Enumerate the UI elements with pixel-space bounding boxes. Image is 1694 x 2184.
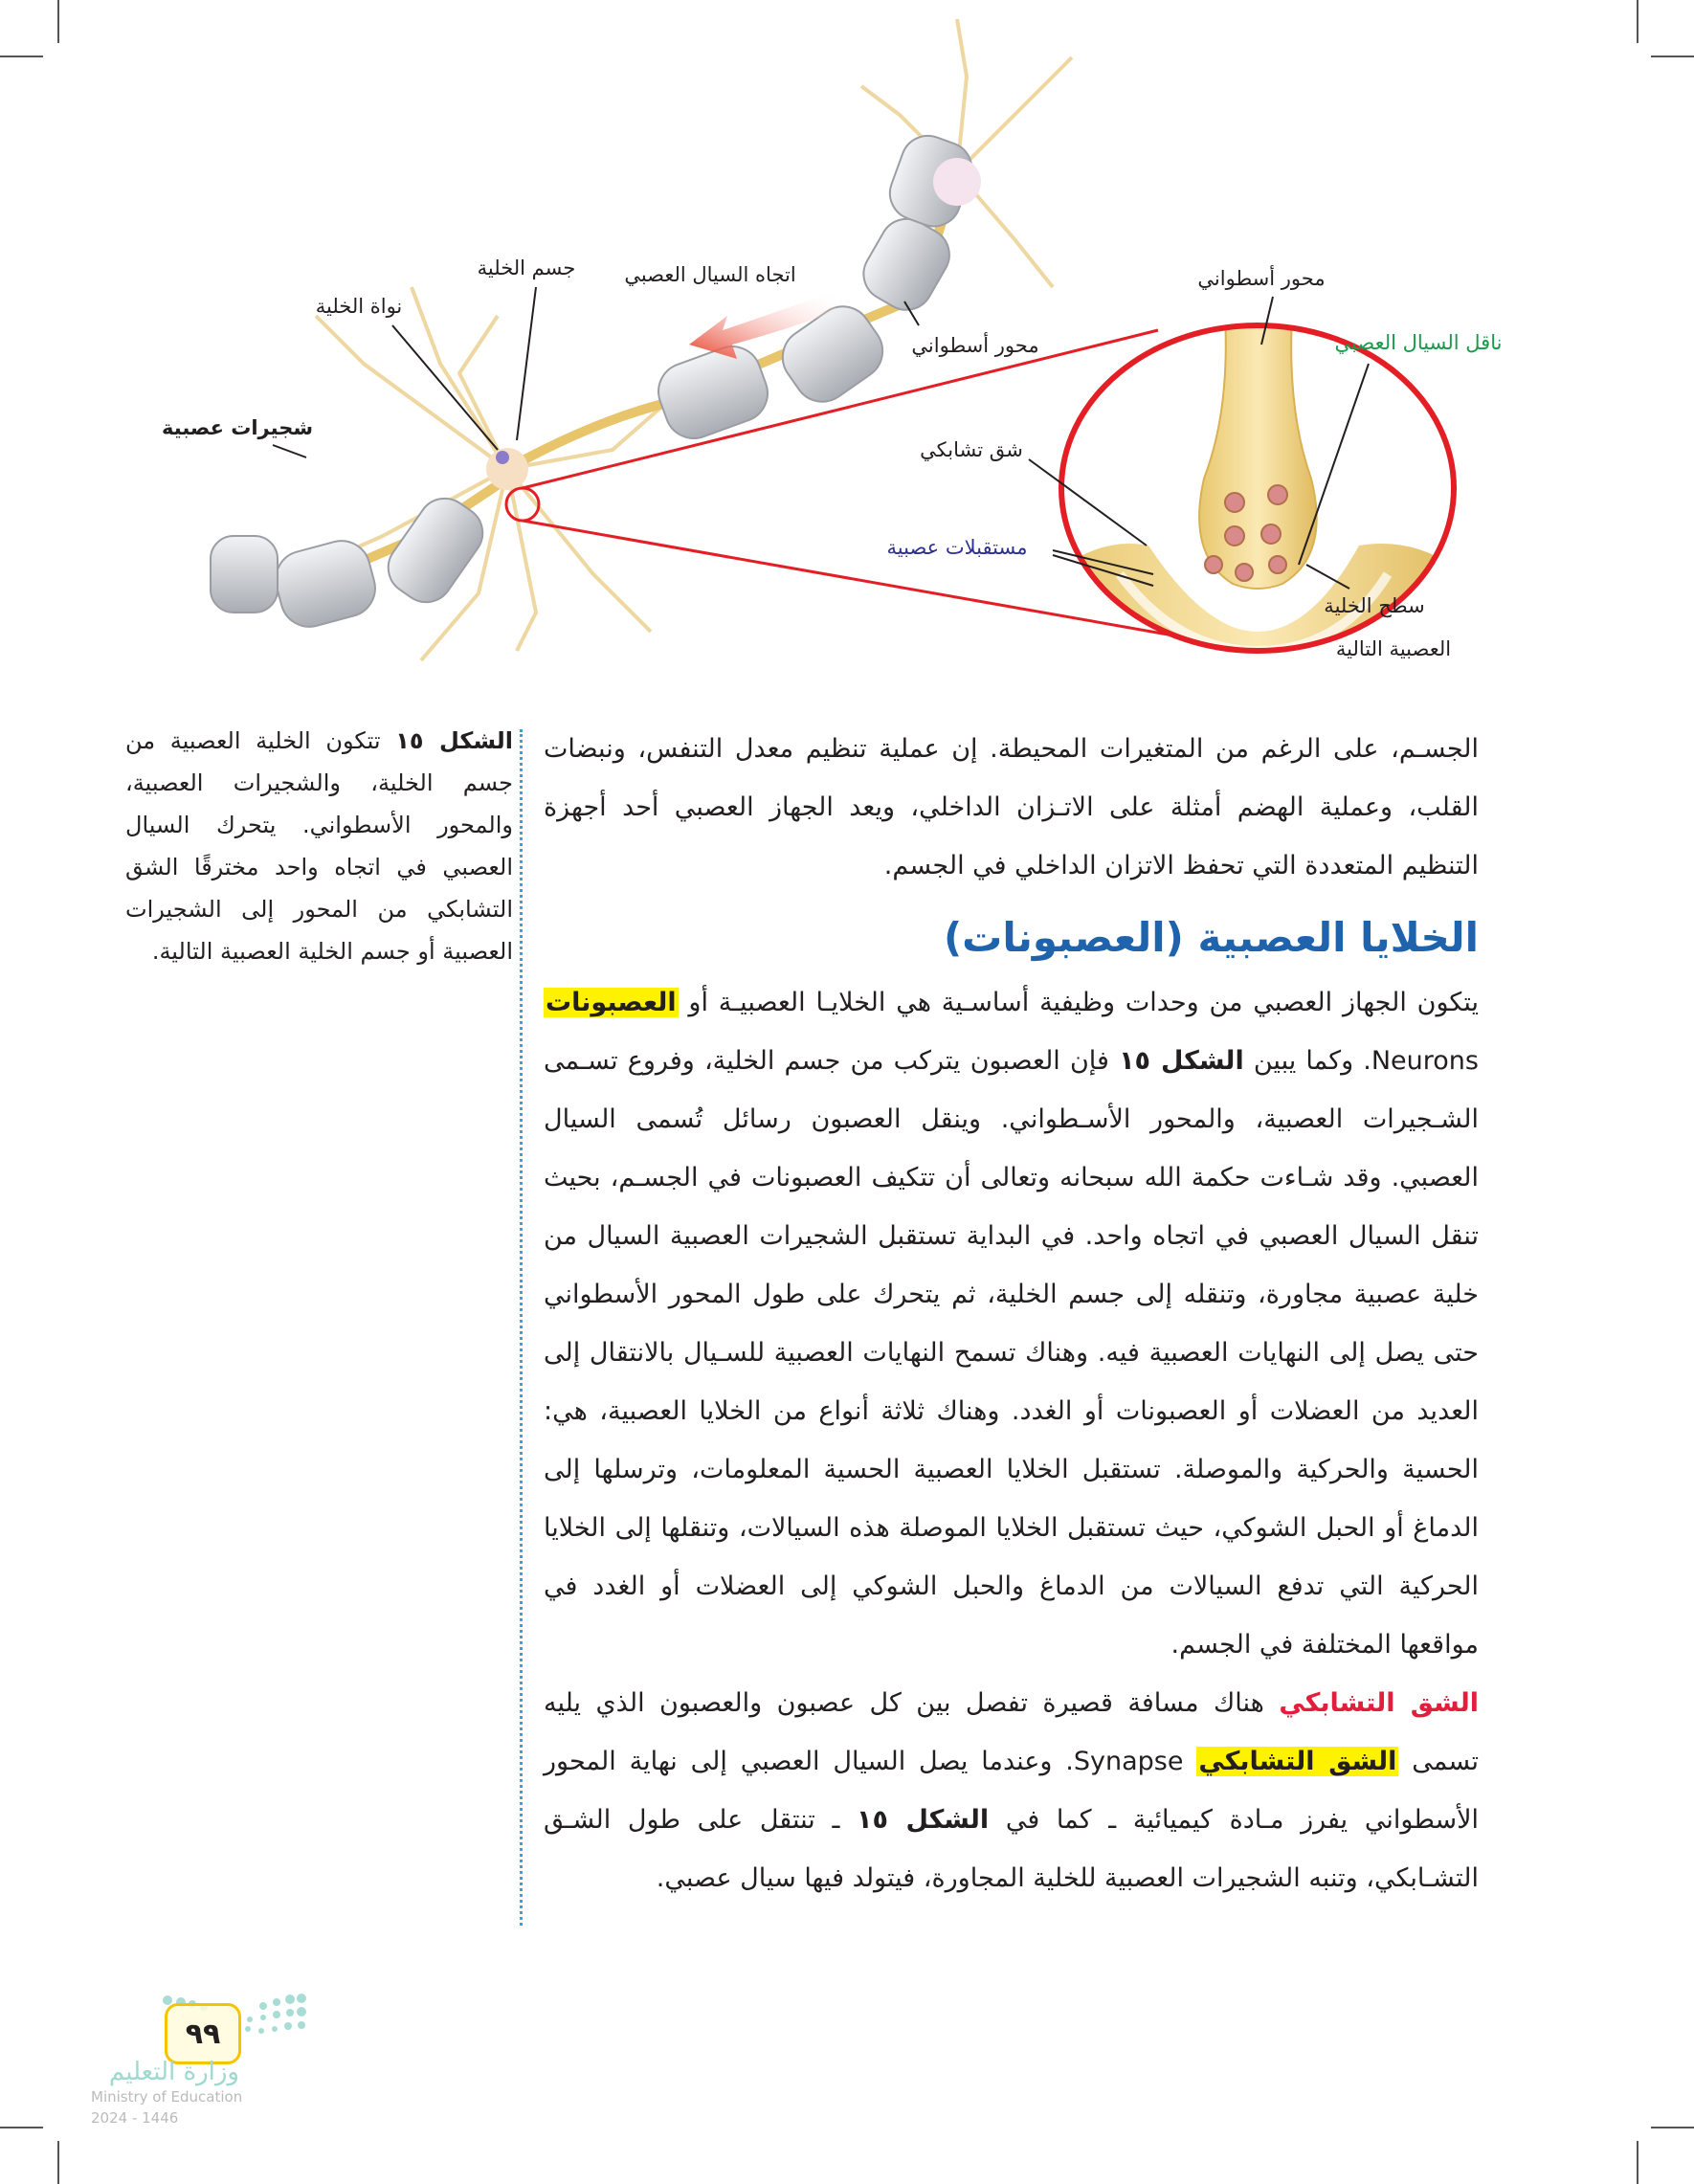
text: ـ تنتقل على طول الشـق التشـابكي، وتنبه الشجيرات العصبية للخلية المجاورة، فيتولد فيها سيال عصبي.	[544, 1805, 1479, 1893]
text: يتكون الجهاز العصبي من وحدات وظيفية أساسـية هي الخلايـا العصبيـة أو	[678, 988, 1479, 1017]
synapse-paragraph	[544, 1674, 1479, 1907]
label-receptors: مستقبلات عصبية	[886, 536, 1028, 559]
logo-arabic: وزارة التعليم	[108, 2058, 239, 2086]
label-cell-body: جسم الخلية	[477, 256, 576, 279]
subheading-synapse: الشق التشابكي	[1279, 1688, 1479, 1718]
neurons-paragraph	[544, 973, 1479, 1674]
figure-reference: الشكل ١٥	[1119, 1046, 1244, 1076]
text: فإن العصبون يتركب من جسم الخلية، وفروع تسـمى الشـجيرات العصبية، والمحور الأسـطواني. وينقل العصبون رسائل تُسمى السيال العصبي. وقد شـاءت حكمة الله سبحانه وتعالى أن تتكيف العصبونات في الجسـم، بحيث تنقل السيال العصبي في اتجاه واحد. في البداية تستقبل الشجيرات العصبية السيال من خلية عصبية مجاورة، وتنقله إلى جسم الخلية، ثم يتحرك على طول المحور الأسطواني حتى يصل إلى النهايات العصبية فيه. وهناك تسمح النهايات العصبية للسـيال بالانتقال إلى العديد من العضلات أو العصبونات أو الغدد. وهناك ثلاثة أنواع من الخلايا العصبية، هي: الحسية والحركية والموصلة. تستقبل الخلايا العصبية الحسية المعلومات، وترسلها إلى الدماغ أو الحبل الشوكي، حيث تستقبل الخلايا الموصلة هذه السيالات، وتنقلها إلى الخلايا الحركية التي تدفع السيالات من الدماغ والحبل الشوكي إلى العضلات أو الغدد في مواقعها المختلفة في الجسم.	[544, 1046, 1479, 1660]
label-nucleus: نواة الخلية	[315, 295, 403, 318]
label-neurotransmitter: ناقل السيال العصبي	[1334, 331, 1503, 354]
column-divider	[520, 729, 523, 1926]
crop-mark	[57, 2141, 59, 2184]
caption-text: تتكون الخلية العصبية من جسم الخلية، والشجيرات العصبية، والمحور الأسطواني. يتحرك السيال العصبي في اتجاه واحد مخترقًا الشق التشابكي من المحور إلى الشجيرات العصبية أو جسم الخلية العصبية التالية.	[125, 727, 513, 965]
text: Synapse. وعندما يصل السيال العصبي إلى نهاية المحور الأسطواني يفرز مـادة كيميائية ـ كما في	[544, 1747, 1479, 1835]
crop-mark	[0, 2127, 43, 2128]
intro-paragraph: الجسـم، على الرغم من المتغيرات المحيطة. إن عملية تنظيم معدل التنفس، ونبضات القلب، وعملية الهضم أمثلة على الاتـزان الداخلي، ويعد الجهاز العصبي أحد أجهزة التنظيم المتعددة التي تحفظ الاتزان الداخلي في الجسم.	[544, 734, 1479, 880]
text: Neurons. وكما يبين	[1243, 1046, 1479, 1076]
label-next-cell-surface: سطح الخلية	[1324, 594, 1425, 617]
section-heading: الخلايا العصبية (العصبونات)	[943, 914, 1479, 961]
ministry-logo	[91, 2058, 242, 2128]
page-number: ٩٩	[165, 2003, 241, 2064]
label-axon-zoom: محور أسطواني	[1197, 267, 1326, 290]
caption-label: الشكل ١٥	[395, 727, 513, 754]
label-axon-middle: محور أسطواني	[911, 334, 1039, 357]
logo-year: 2024 - 1446	[91, 2109, 179, 2127]
figure-caption	[125, 720, 513, 972]
key-term-neurons: العصبونات	[546, 988, 677, 1017]
myelin-sheaths	[211, 128, 979, 634]
label-dendrites: شجيرات عصبية	[162, 416, 313, 439]
label-synapse: شق تشابكي	[920, 438, 1023, 461]
figure-reference: الشكل ١٥	[857, 1805, 990, 1835]
key-term-synapse: الشق التشابكي	[1198, 1747, 1397, 1776]
main-text-column	[544, 720, 1479, 1907]
label-impulse-direction: اتجاه السيال العصبي	[624, 263, 796, 286]
nucleus-icon	[496, 451, 509, 464]
text: هناك مسافة قصيرة تفصل بين كل عصبون والعصبون الذي يليه تسمى	[544, 1688, 1479, 1776]
crop-mark	[1651, 2127, 1694, 2128]
logo-english: Ministry of Education	[91, 2088, 243, 2106]
neuron-figure	[0, 0, 1694, 670]
label-next-cell-surface-2: العصبية التالية	[1335, 637, 1452, 660]
crop-mark	[1637, 2141, 1638, 2184]
